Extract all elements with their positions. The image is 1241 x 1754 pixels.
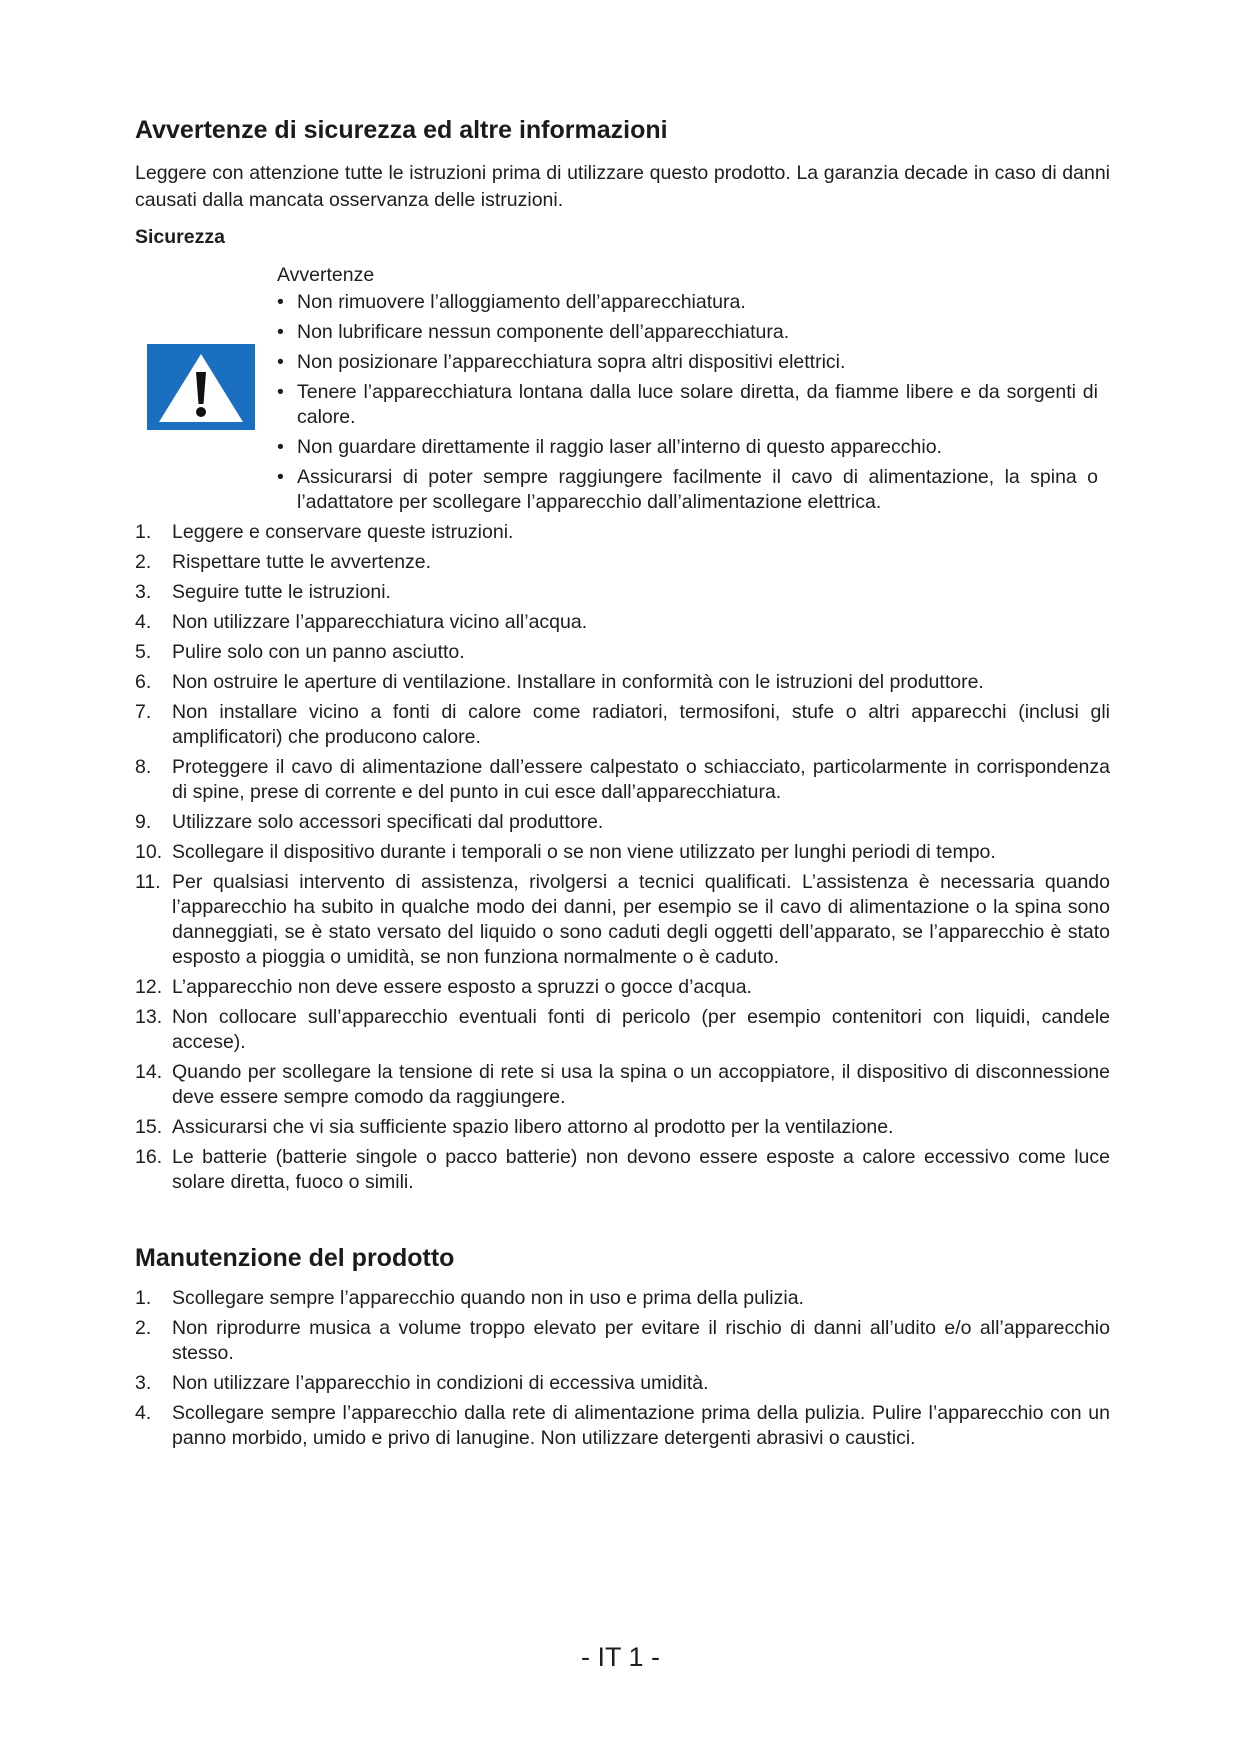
list-item [135,1286,1110,1311]
list-item-text: Quando per scollegare la tensione di rete si usa la spina o un accoppiatore, il dispositivo di disconnessione deve essere sempre comodo da raggiungere. [172,1061,1110,1108]
section-title-safety: Avvertenze di sicurezza ed altre informazioni [135,116,668,144]
warning-item-text: Non rimuovere l’alloggiamento dell’apparecchiatura. [297,291,746,313]
list-item [135,1316,1110,1366]
list-item [135,1005,1110,1055]
warning-item-text: Non lubrificare nessun componente dell’apparecchiatura. [297,321,790,343]
warning-item [277,435,1110,460]
list-item-number: 3. [135,581,152,603]
warning-triangle-icon [147,344,255,430]
list-item [135,670,1110,695]
list-item-text: Scollegare il dispositivo durante i temporali o se non viene utilizzato per lunghi periodi di tempo. [172,841,996,863]
subheading-sicurezza: Sicurezza [135,226,225,248]
list-item-number: 8. [135,756,152,778]
list-item-text: Scollegare sempre l’apparecchio dalla rete di alimentazione prima della pulizia. Pulire l’apparecchio con un panno morbido, umido e privo di lanugine. Non utilizzare detergenti abrasivi o caustici. [172,1402,1110,1449]
list-item [135,1115,1110,1140]
bullet-glyph: • [277,291,284,313]
warnings-title: Avvertenze [277,264,375,286]
list-item [135,870,1110,970]
list-item-text: Non riprodurre musica a volume troppo elevato per evitare il rischio di danni all’udito e/o all’apparecchio stesso. [172,1317,1110,1364]
warning-item [277,350,1110,375]
list-item [135,1060,1110,1110]
list-item [135,1145,1110,1195]
list-item-number: 14. [135,1061,163,1083]
warnings-list [277,290,1110,515]
list-item-number: 10. [135,841,163,863]
list-item-number: 4. [135,1402,152,1424]
bullet-glyph: • [277,321,284,343]
list-item-text: Non collocare sull’apparecchio eventuali fonti di pericolo (per esempio contenitori con liquidi, candele accese). [172,1006,1110,1053]
list-item-text: Non utilizzare l’apparecchio in condizioni di eccessiva umidità. [172,1372,709,1394]
list-item-text: Le batterie (batterie singole o pacco batterie) non devono essere esposte a calore eccessivo come luce solare diretta, fuoco o simili. [172,1146,1110,1193]
list-item [135,1371,1110,1396]
list-item [135,550,1110,575]
list-item-number: 3. [135,1372,152,1394]
list-item-text: Rispettare tutte le avvertenze. [172,551,432,573]
list-item-number: 7. [135,701,152,723]
list-item-number: 1. [135,521,152,543]
warning-item-text: Tenere l’apparecchiatura lontana dalla luce solare diretta, da fiamme libere e da sorgenti di calore. [297,381,1098,428]
warnings-block [135,260,1110,515]
list-item-text: Leggere e conservare queste istruzioni. [172,521,514,543]
list-item [135,975,1110,1000]
bullet-glyph: • [277,351,284,373]
list-item-text: L’apparecchio non deve essere esposto a spruzzi o gocce d’acqua. [172,976,752,998]
list-item [135,840,1110,865]
list-item-text: Non installare vicino a fonti di calore come radiatori, termosifoni, stufe o altri apparecchi (inclusi gli amplificatori) che producono calore. [172,701,1110,748]
list-item-text: Pulire solo con un panno asciutto. [172,641,465,663]
list-item-number: 9. [135,811,152,833]
safety-instructions-list [135,520,1110,1195]
bullet-glyph: • [277,436,284,458]
list-item-text: Seguire tutte le istruzioni. [172,581,391,603]
list-item [135,580,1110,605]
list-item [135,520,1110,545]
section-title-maintenance: Manutenzione del prodotto [135,1244,455,1272]
intro-paragraph: Leggere con attenzione tutte le istruzioni prima di utilizzare questo prodotto. La garanzia decade in caso di danni causati dalla mancata osservanza delle istruzioni. [135,162,1110,211]
bullet-glyph: • [277,381,284,403]
list-item-text: Assicurarsi che vi sia sufficiente spazio libero attorno al prodotto per la ventilazione. [172,1116,894,1138]
list-item [135,1401,1110,1451]
list-item-number: 6. [135,671,152,693]
list-item [135,610,1110,635]
list-item-text: Non ostruire le aperture di ventilazione. Installare in conformità con le istruzioni del produttore. [172,671,984,693]
list-item-text: Per qualsiasi intervento di assistenza, rivolgersi a tecnici qualificati. L’assistenza è necessaria quando l’apparecchio ha subito in qualche modo dei danni, per esempio se il cavo di alimentazione o la spina sono danneggiati, se è stato versato del liquido o sono caduti degli oggetti dell’apparato, se l’apparecchio è stato esposto a pioggia o umidità, se non funziona normalmente o è caduto. [172,871,1110,968]
list-item-text: Non utilizzare l’apparecchiatura vicino all’acqua. [172,611,588,633]
list-item-text: Proteggere il cavo di alimentazione dall’essere calpestato o schiacciato, particolarmente in corrispondenza di spine, prese di corrente e del punto in cui esce dall’apparecchiatura. [172,756,1110,803]
page-number: - IT 1 - [580,1642,660,1672]
list-item-text: Utilizzare solo accessori specificati dal produttore. [172,811,604,833]
list-item-number: 12. [135,976,163,998]
list-item-number: 11. [135,871,161,893]
warning-item-text: Non posizionare l’apparecchiatura sopra altri dispositivi elettrici. [297,351,846,373]
warning-item [277,320,1110,345]
warning-item-text: Assicurarsi di poter sempre raggiungere facilmente il cavo di alimentazione, la spina o l’adattatore per scollegare l’apparecchio dall’alimentazione elettrica. [297,466,1098,513]
list-item-number: 2. [135,1317,152,1339]
list-item-number: 2. [135,551,152,573]
list-item-number: 4. [135,611,152,633]
warning-item [277,380,1110,430]
list-item-number: 5. [135,641,152,663]
document-page [135,110,1110,1456]
warning-item [277,465,1110,515]
bullet-glyph: • [277,466,284,488]
list-item [135,640,1110,665]
maintenance-list [135,1286,1110,1451]
list-item-number: 15. [135,1116,163,1138]
warning-item-text: Non guardare direttamente il raggio laser all’interno di questo apparecchio. [297,436,942,458]
list-item [135,755,1110,805]
list-item-number: 1. [135,1287,152,1309]
warning-item [277,290,1110,315]
list-item-text: Scollegare sempre l’apparecchio quando non in uso e prima della pulizia. [172,1287,804,1309]
list-item-number: 16. [135,1146,163,1168]
list-item [135,700,1110,750]
list-item [135,810,1110,835]
list-item-number: 13. [135,1006,163,1028]
